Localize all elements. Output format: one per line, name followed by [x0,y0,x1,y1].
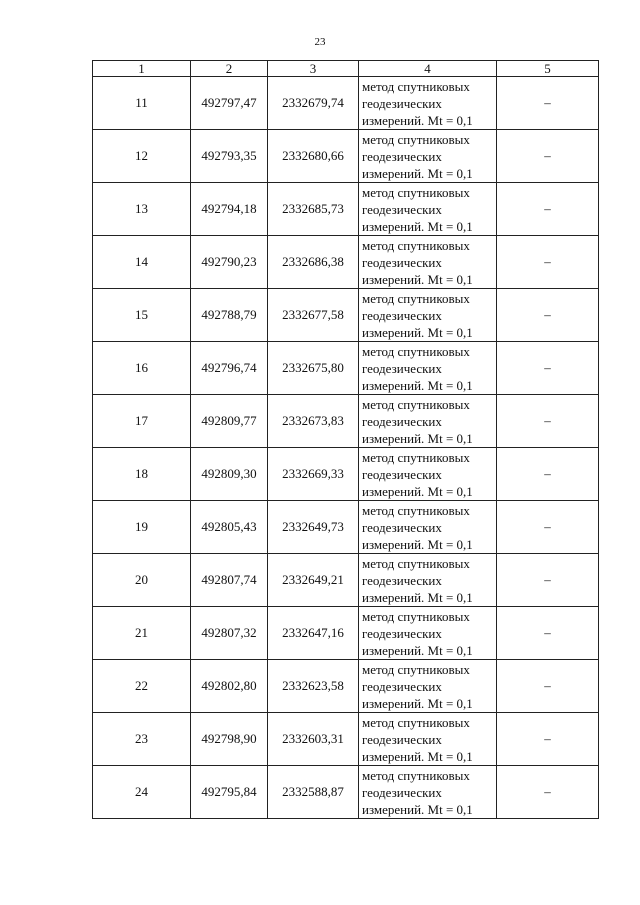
note-cell: – [497,448,599,501]
table-row [93,289,599,342]
method-line: метод спутниковых [362,661,470,677]
coordinate-y-cell: 2332686,38 [268,236,359,289]
method-cell [359,766,497,819]
method-cell [359,342,497,395]
method-line: измерений. Mt = 0,1 [362,112,473,128]
note-cell: – [497,660,599,713]
page-number: 23 [314,36,326,48]
method-line: измерений. Mt = 0,1 [362,377,473,393]
table-row [93,130,599,183]
method-line: метод спутниковых [362,767,470,783]
method-line: метод спутниковых [362,608,470,624]
method-cell [359,501,497,554]
method-cell [359,713,497,766]
method-line: геодезических [362,678,442,694]
point-number-cell: 17 [93,395,191,448]
point-number-cell: 16 [93,342,191,395]
table-row [93,501,599,554]
note-cell: – [497,77,599,130]
method-cell [359,607,497,660]
method-cell [359,183,497,236]
method-line: измерений. Mt = 0,1 [362,695,473,711]
table-row [93,607,599,660]
column-header: 5 [497,61,599,77]
method-line: геодезических [362,572,442,588]
note-cell: – [497,289,599,342]
method-cell [359,554,497,607]
method-line: измерений. Mt = 0,1 [362,218,473,234]
method-line: метод спутниковых [362,502,470,518]
method-cell [359,395,497,448]
coordinate-x-cell: 492793,35 [191,130,268,183]
point-number-cell: 13 [93,183,191,236]
coordinate-x-cell: 492809,30 [191,448,268,501]
method-cell [359,660,497,713]
coordinate-y-cell: 2332649,73 [268,501,359,554]
method-line: геодезических [362,254,442,270]
point-number-cell: 14 [93,236,191,289]
coordinate-y-cell: 2332647,16 [268,607,359,660]
table-row [93,342,599,395]
table-row [93,713,599,766]
table-body [93,77,599,819]
point-number-cell: 18 [93,448,191,501]
method-line: метод спутниковых [362,343,470,359]
method-line: геодезических [362,466,442,482]
coordinate-x-cell: 492794,18 [191,183,268,236]
coordinate-x-cell: 492797,47 [191,77,268,130]
table-header-row [93,61,599,77]
coordinates-table [92,60,599,819]
coordinate-x-cell: 492795,84 [191,766,268,819]
point-number-cell: 12 [93,130,191,183]
method-line: измерений. Mt = 0,1 [362,536,473,552]
method-line: измерений. Mt = 0,1 [362,271,473,287]
method-line: геодезических [362,148,442,164]
note-cell: – [497,183,599,236]
method-line: метод спутниковых [362,237,470,253]
method-line: измерений. Mt = 0,1 [362,483,473,499]
column-header: 3 [268,61,359,77]
coordinate-y-cell: 2332669,33 [268,448,359,501]
method-line: метод спутниковых [362,290,470,306]
coordinate-y-cell: 2332677,58 [268,289,359,342]
table-row [93,554,599,607]
table-row [93,236,599,289]
column-header: 4 [359,61,497,77]
column-header: 1 [93,61,191,77]
point-number-cell: 11 [93,77,191,130]
coordinate-x-cell: 492807,32 [191,607,268,660]
method-line: метод спутниковых [362,449,470,465]
note-cell: – [497,395,599,448]
method-cell [359,448,497,501]
coordinate-y-cell: 2332680,66 [268,130,359,183]
coordinate-x-cell: 492788,79 [191,289,268,342]
method-line: метод спутниковых [362,555,470,571]
table-row [93,395,599,448]
note-cell: – [497,554,599,607]
method-line: геодезических [362,201,442,217]
point-number-cell: 24 [93,766,191,819]
method-line: измерений. Mt = 0,1 [362,801,473,817]
note-cell: – [497,236,599,289]
method-line: измерений. Mt = 0,1 [362,165,473,181]
method-line: геодезических [362,731,442,747]
table-row [93,766,599,819]
coordinate-y-cell: 2332675,80 [268,342,359,395]
coordinate-x-cell: 492798,90 [191,713,268,766]
note-cell: – [497,501,599,554]
method-line: метод спутниковых [362,184,470,200]
method-line: измерений. Mt = 0,1 [362,324,473,340]
coordinate-y-cell: 2332673,83 [268,395,359,448]
point-number-cell: 23 [93,713,191,766]
method-line: измерений. Mt = 0,1 [362,430,473,446]
note-cell: – [497,766,599,819]
method-line: геодезических [362,519,442,535]
method-cell [359,77,497,130]
coordinate-y-cell: 2332649,21 [268,554,359,607]
method-line: измерений. Mt = 0,1 [362,642,473,658]
note-cell: – [497,607,599,660]
point-number-cell: 22 [93,660,191,713]
column-header: 2 [191,61,268,77]
coordinate-x-cell: 492805,43 [191,501,268,554]
coordinate-x-cell: 492790,23 [191,236,268,289]
method-line: метод спутниковых [362,78,470,94]
method-line: метод спутниковых [362,131,470,147]
method-line: геодезических [362,625,442,641]
coordinate-x-cell: 492802,80 [191,660,268,713]
table-row [93,448,599,501]
method-line: геодезических [362,360,442,376]
coordinate-x-cell: 492796,74 [191,342,268,395]
method-line: метод спутниковых [362,396,470,412]
coordinate-x-cell: 492807,74 [191,554,268,607]
method-cell [359,130,497,183]
point-number-cell: 21 [93,607,191,660]
note-cell: – [497,130,599,183]
coordinate-x-cell: 492809,77 [191,395,268,448]
method-line: измерений. Mt = 0,1 [362,589,473,605]
method-line: геодезических [362,413,442,429]
table-row [93,183,599,236]
method-cell [359,236,497,289]
coordinate-y-cell: 2332603,31 [268,713,359,766]
coordinate-y-cell: 2332588,87 [268,766,359,819]
point-number-cell: 15 [93,289,191,342]
point-number-cell: 20 [93,554,191,607]
method-line: геодезических [362,307,442,323]
coordinate-y-cell: 2332679,74 [268,77,359,130]
coordinate-y-cell: 2332685,73 [268,183,359,236]
method-line: измерений. Mt = 0,1 [362,748,473,764]
method-line: геодезических [362,95,442,111]
note-cell: – [497,342,599,395]
method-line: геодезических [362,784,442,800]
method-cell [359,289,497,342]
method-line: метод спутниковых [362,714,470,730]
note-cell: – [497,713,599,766]
coordinate-y-cell: 2332623,58 [268,660,359,713]
table-row [93,660,599,713]
table-row [93,77,599,130]
point-number-cell: 19 [93,501,191,554]
